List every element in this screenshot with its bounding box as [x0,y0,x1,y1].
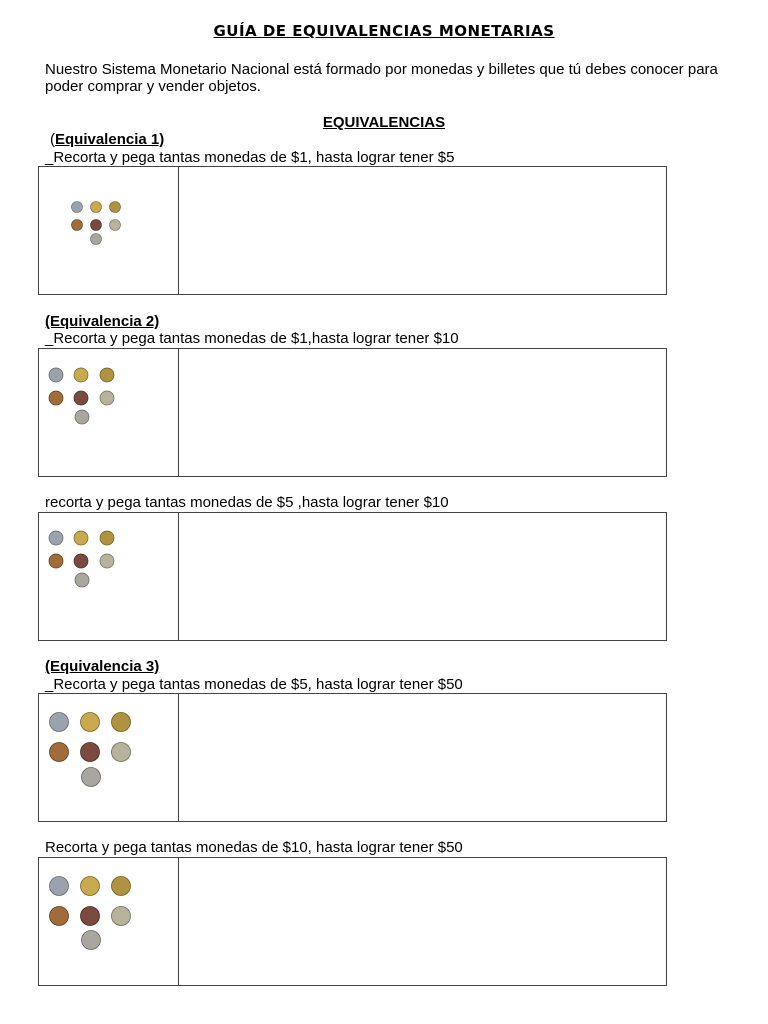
coin[interactable] [81,907,100,926]
coin[interactable] [50,743,69,762]
page-title: GUÍA DE EQUIVALENCIAS MONETARIAS [213,22,555,40]
coin-cell-3 [39,513,179,640]
coin[interactable] [112,713,131,732]
coin-set-3 [39,513,179,642]
section-heading: EQUIVALENCIAS [322,114,446,131]
paste-area-2[interactable] [179,349,666,476]
coin[interactable] [49,531,63,545]
coin[interactable] [81,743,100,762]
coin[interactable] [50,877,69,896]
coin[interactable] [75,573,89,587]
coin[interactable] [82,768,101,787]
coin[interactable] [91,220,102,231]
coin[interactable] [72,202,83,213]
coin[interactable] [49,368,63,382]
coin[interactable] [72,220,83,231]
coin-cell-2 [39,349,179,476]
group-1-instruction: _Recorta y pega tantas monedas de $1, hasta lograr tener $5 [45,149,455,166]
coin-cell-5 [39,858,179,985]
paste-area-4[interactable] [179,694,666,821]
coin[interactable] [81,877,100,896]
coin[interactable] [112,877,131,896]
coin[interactable] [91,234,102,245]
coin[interactable] [91,202,102,213]
paste-area-3[interactable] [179,513,666,640]
coin[interactable] [112,907,131,926]
group-4-heading: (Equivalencia 3) [45,658,160,675]
coin-set-1 [39,167,179,296]
coin[interactable] [110,202,121,213]
group-5-instruction: Recorta y pega tantas monedas de $10, hasta lograr tener $50 [45,839,463,856]
group-2-instruction: _Recorta y pega tantas monedas de $1,hasta lograr tener $10 [45,330,459,347]
coin-set-5 [39,858,179,987]
coin[interactable] [82,931,101,950]
coin[interactable] [100,554,114,568]
coin[interactable] [112,743,131,762]
group-4-instruction: _Recorta y pega tantas monedas de $5, hasta lograr tener $50 [45,676,463,693]
coin[interactable] [81,713,100,732]
coin[interactable] [74,368,88,382]
coin[interactable] [50,713,69,732]
cut-paste-box-5 [38,857,667,986]
coin[interactable] [110,220,121,231]
coin[interactable] [50,907,69,926]
coin-set-2 [39,349,179,478]
coin[interactable] [49,391,63,405]
coin-set-4 [39,694,179,823]
coin[interactable] [74,391,88,405]
coin[interactable] [100,531,114,545]
cut-paste-box-2 [38,348,667,477]
paste-area-1[interactable] [179,167,666,294]
coin[interactable] [74,554,88,568]
coin[interactable] [74,531,88,545]
cut-paste-box-3 [38,512,667,641]
group-2-heading: (Equivalencia 2) [45,313,160,330]
coin[interactable] [75,410,89,424]
coin-cell-4 [39,694,179,821]
intro-paragraph: Nuestro Sistema Monetario Nacional está formado por monedas y billetes que tú debes conocer para poder comprar y vender objetos. [45,61,718,95]
group-1-heading: (Equivalencia 1) [50,131,165,148]
cut-paste-box-4 [38,693,667,822]
coin[interactable] [100,368,114,382]
paste-area-5[interactable] [179,858,666,985]
coin[interactable] [100,391,114,405]
cut-paste-box-1 [38,166,667,295]
coin[interactable] [49,554,63,568]
group-3-instruction: recorta y pega tantas monedas de $5 ,hasta lograr tener $10 [45,494,449,511]
coin-cell-1 [39,167,179,294]
